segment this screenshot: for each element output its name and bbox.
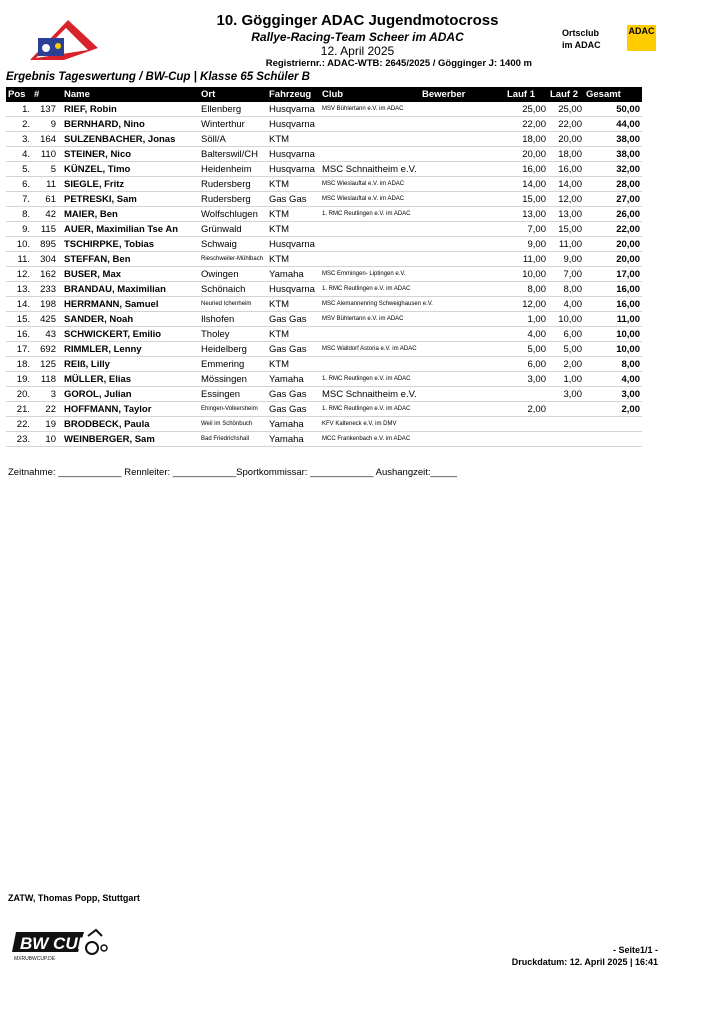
cell-number: 9 — [32, 117, 62, 132]
cell-name: TSCHIRPKE, Tobias — [62, 237, 199, 252]
table-row — [6, 237, 642, 252]
cell-number: 118 — [32, 372, 62, 387]
cell-number: 3 — [32, 387, 62, 402]
event-date: 12. April 2025 — [320, 44, 395, 58]
cell-gesamt: 3,00 — [584, 387, 642, 402]
cell-ort: Weil im Schönbuch — [199, 417, 267, 432]
cell-bewerber — [420, 417, 505, 432]
table-row — [6, 192, 642, 207]
cell-bewerber — [420, 162, 505, 177]
cell-gesamt: 20,00 — [584, 237, 642, 252]
cell-pos: 9. — [6, 222, 32, 237]
cell-gesamt: 44,00 — [584, 117, 642, 132]
cell-lauf2 — [548, 432, 584, 447]
cell-club: MSC Schnaitheim e.V. — [320, 162, 420, 177]
cell-lauf2: 4,00 — [548, 297, 584, 312]
cell-lauf2 — [548, 417, 584, 432]
cell-bewerber — [420, 357, 505, 372]
col-header-ort: Ort — [199, 87, 267, 102]
cell-gesamt: 20,00 — [584, 252, 642, 267]
cell-fahrzeug: KTM — [267, 327, 320, 342]
cell-lauf2: 15,00 — [548, 222, 584, 237]
cell-ort: Ehingen-Volkersheim — [199, 402, 267, 417]
cell-bewerber — [420, 327, 505, 342]
cell-number: 125 — [32, 357, 62, 372]
cell-number: 137 — [32, 102, 62, 117]
cell-lauf2: 6,00 — [548, 327, 584, 342]
registration-info: Registriernr.: ADAC-WTB: 2645/2025 / Gögginger J: 1400 m — [265, 58, 532, 69]
bwcup-logo-sub: MXRUBWCUP.DE — [14, 956, 56, 962]
col-header-name: Name — [62, 87, 199, 102]
cell-pos: 2. — [6, 117, 32, 132]
cell-gesamt: 50,00 — [584, 102, 642, 117]
cell-gesamt: 16,00 — [584, 297, 642, 312]
cell-club — [320, 237, 420, 252]
cell-pos: 6. — [6, 177, 32, 192]
cell-ort: Winterthur — [199, 117, 267, 132]
table-row — [6, 252, 642, 267]
cell-pos: 21. — [6, 402, 32, 417]
col-header-fahrzeug: Fahrzeug — [267, 87, 320, 102]
cell-name: WEINBERGER, Sam — [62, 432, 199, 447]
cell-fahrzeug: KTM — [267, 207, 320, 222]
cell-pos: 16. — [6, 327, 32, 342]
table-row — [6, 147, 642, 162]
cell-bewerber — [420, 387, 505, 402]
cell-lauf2: 10,00 — [548, 312, 584, 327]
cell-fahrzeug: KTM — [267, 252, 320, 267]
table-row — [6, 372, 642, 387]
cell-fahrzeug: KTM — [267, 132, 320, 147]
cell-lauf2: 11,00 — [548, 237, 584, 252]
cell-number: 11 — [32, 177, 62, 192]
cell-lauf1: 4,00 — [505, 327, 548, 342]
cell-lauf1: 3,00 — [505, 372, 548, 387]
cell-club — [320, 132, 420, 147]
cell-club: MSC Alemannenring Schweighausen e.V. — [320, 297, 420, 312]
cell-lauf2: 5,00 — [548, 342, 584, 357]
cell-name: STEINER, Nico — [62, 147, 199, 162]
cell-name: KÜNZEL, Timo — [62, 162, 199, 177]
cell-pos: 23. — [6, 432, 32, 447]
cell-ort: Mössingen — [199, 372, 267, 387]
cell-pos: 10. — [6, 237, 32, 252]
table-row — [6, 222, 642, 237]
cell-lauf2: 8,00 — [548, 282, 584, 297]
cell-gesamt: 8,00 — [584, 357, 642, 372]
cell-fahrzeug: Gas Gas — [267, 192, 320, 207]
cell-ort: Rudersberg — [199, 177, 267, 192]
cell-lauf2: 2,00 — [548, 357, 584, 372]
bwcup-logo — [12, 922, 107, 962]
cell-fahrzeug: Gas Gas — [267, 387, 320, 402]
col-header-lauf1: Lauf 1 — [505, 87, 548, 102]
cell-fahrzeug: Gas Gas — [267, 402, 320, 417]
signature-line: Zeitnahme: ____________ Rennleiter: ____________Sportkommissar: ____________ Aushangzeit:_____ — [8, 467, 457, 478]
cell-ort: Ellenberg — [199, 102, 267, 117]
cell-name: GOROL, Julian — [62, 387, 199, 402]
cell-lauf1: 12,00 — [505, 297, 548, 312]
table-row — [6, 132, 642, 147]
cell-bewerber — [420, 117, 505, 132]
cell-lauf2: 18,00 — [548, 147, 584, 162]
cell-number: 233 — [32, 282, 62, 297]
cell-fahrzeug: Gas Gas — [267, 342, 320, 357]
cell-lauf1: 15,00 — [505, 192, 548, 207]
cell-pos: 19. — [6, 372, 32, 387]
cell-pos: 3. — [6, 132, 32, 147]
cell-club: 1. RMC Reutlingen e.V. im ADAC — [320, 282, 420, 297]
cell-lauf2: 20,00 — [548, 132, 584, 147]
cell-name: HERRMANN, Samuel — [62, 297, 199, 312]
table-row — [6, 357, 642, 372]
cell-ort: Rudersberg — [199, 192, 267, 207]
cell-name: RIEF, Robin — [62, 102, 199, 117]
cell-bewerber — [420, 102, 505, 117]
cell-club: MSV Bühlertann e.V. im ADAC — [320, 102, 420, 117]
cell-bewerber — [420, 222, 505, 237]
cell-name: MAIER, Ben — [62, 207, 199, 222]
cell-pos: 8. — [6, 207, 32, 222]
table-row — [6, 162, 642, 177]
cell-gesamt: 11,00 — [584, 312, 642, 327]
cell-lauf2 — [548, 402, 584, 417]
cell-gesamt: 22,00 — [584, 222, 642, 237]
cell-name: RIMMLER, Lenny — [62, 342, 199, 357]
cell-name: PETRESKI, Sam — [62, 192, 199, 207]
cell-name: SULZENBACHER, Jonas — [62, 132, 199, 147]
cell-bewerber — [420, 252, 505, 267]
cell-lauf2: 14,00 — [548, 177, 584, 192]
cell-ort: Bad Friedrichshall — [199, 432, 267, 447]
cell-lauf1: 18,00 — [505, 132, 548, 147]
cell-lauf2: 25,00 — [548, 102, 584, 117]
cell-ort: Essingen — [199, 387, 267, 402]
cell-ort: Wolfschlugen — [199, 207, 267, 222]
adac-logo: ADAC — [627, 25, 656, 51]
cell-pos: 5. — [6, 162, 32, 177]
cell-club: KFV Kalteneck e.V. im DMV — [320, 417, 420, 432]
event-organizer: Rallye-Racing-Team Scheer im ADAC — [251, 30, 464, 44]
cell-club: MCC Frankenbach e.V. im ADAC — [320, 432, 420, 447]
cell-lauf2: 1,00 — [548, 372, 584, 387]
cell-number: 10 — [32, 432, 62, 447]
cell-pos: 18. — [6, 357, 32, 372]
bwcup-logo-text: BW CUP — [20, 934, 89, 953]
cell-fahrzeug: Yamaha — [267, 417, 320, 432]
cell-club — [320, 327, 420, 342]
cell-fahrzeug: KTM — [267, 177, 320, 192]
cell-ort: Schönaich — [199, 282, 267, 297]
table-row — [6, 267, 642, 282]
cell-lauf1: 1,00 — [505, 312, 548, 327]
cell-club — [320, 147, 420, 162]
cell-bewerber — [420, 177, 505, 192]
cell-fahrzeug: Yamaha — [267, 267, 320, 282]
col-header-bewerber: Bewerber — [420, 87, 505, 102]
cell-fahrzeug: Husqvarna — [267, 282, 320, 297]
cell-bewerber — [420, 432, 505, 447]
cell-number: 162 — [32, 267, 62, 282]
cell-lauf2: 3,00 — [548, 387, 584, 402]
col-header-number: # — [32, 87, 62, 102]
cell-lauf1: 25,00 — [505, 102, 548, 117]
cell-gesamt — [584, 432, 642, 447]
cell-lauf2: 22,00 — [548, 117, 584, 132]
cell-gesamt: 4,00 — [584, 372, 642, 387]
table-header-row — [6, 87, 642, 102]
ortsclub-line2: im ADAC — [562, 40, 601, 50]
cell-number: 19 — [32, 417, 62, 432]
cell-name: SIEGLE, Fritz — [62, 177, 199, 192]
cell-gesamt — [584, 417, 642, 432]
cell-number: 5 — [32, 162, 62, 177]
cell-ort: Söll/A — [199, 132, 267, 147]
table-row — [6, 117, 642, 132]
table-row — [6, 207, 642, 222]
cell-name: BRANDAU, Maximilian — [62, 282, 199, 297]
cell-fahrzeug: Yamaha — [267, 432, 320, 447]
cell-gesamt: 17,00 — [584, 267, 642, 282]
print-date: Druckdatum: 12. April 2025 | 16:41 — [511, 957, 658, 967]
cell-gesamt: 38,00 — [584, 147, 642, 162]
cell-pos: 1. — [6, 102, 32, 117]
cell-gesamt: 32,00 — [584, 162, 642, 177]
cell-fahrzeug: Gas Gas — [267, 312, 320, 327]
cell-ort: Grünwald — [199, 222, 267, 237]
ortsclub-line1: Ortsclub — [562, 28, 600, 38]
cell-bewerber — [420, 207, 505, 222]
cell-number: 198 — [32, 297, 62, 312]
cell-lauf2: 9,00 — [548, 252, 584, 267]
cell-club — [320, 222, 420, 237]
cell-lauf2: 7,00 — [548, 267, 584, 282]
cell-gesamt: 38,00 — [584, 132, 642, 147]
cell-fahrzeug: Husqvarna — [267, 117, 320, 132]
cell-name: SCHWICKERT, Emilio — [62, 327, 199, 342]
cell-club: 1. RMC Reutlingen e.V. im ADAC — [320, 207, 420, 222]
cell-club: MSC Emmingen- Liptingen e.V. — [320, 267, 420, 282]
cell-ort: Balterswil/CH — [199, 147, 267, 162]
cell-pos: 4. — [6, 147, 32, 162]
cell-lauf1: 7,00 — [505, 222, 548, 237]
cell-lauf1: 8,00 — [505, 282, 548, 297]
cell-club: MSC Schnaitheim e.V. — [320, 387, 420, 402]
cell-lauf1: 6,00 — [505, 357, 548, 372]
table-row — [6, 297, 642, 312]
cell-pos: 7. — [6, 192, 32, 207]
table-row — [6, 312, 642, 327]
cell-fahrzeug: Husqvarna — [267, 147, 320, 162]
table-row — [6, 342, 642, 357]
cell-lauf2: 16,00 — [548, 162, 584, 177]
table-row — [6, 327, 642, 342]
cell-name: SANDER, Noah — [62, 312, 199, 327]
cell-lauf1: 2,00 — [505, 402, 548, 417]
cell-bewerber — [420, 402, 505, 417]
cell-pos: 13. — [6, 282, 32, 297]
cell-gesamt: 2,00 — [584, 402, 642, 417]
cell-club: MSC Wieslauftal e.V. im ADAC — [320, 177, 420, 192]
table-row — [6, 282, 642, 297]
cell-gesamt: 10,00 — [584, 327, 642, 342]
cell-bewerber — [420, 267, 505, 282]
cell-club — [320, 357, 420, 372]
cell-pos: 22. — [6, 417, 32, 432]
cell-name: AUER, Maximilian Tse An — [62, 222, 199, 237]
cell-club — [320, 252, 420, 267]
table-row — [6, 432, 642, 447]
cell-number: 110 — [32, 147, 62, 162]
cell-bewerber — [420, 192, 505, 207]
cell-name: MÜLLER, Elias — [62, 372, 199, 387]
cell-fahrzeug: Husqvarna — [267, 102, 320, 117]
results-table — [6, 87, 642, 447]
table-row — [6, 402, 642, 417]
col-header-club: Club — [320, 87, 420, 102]
cell-bewerber — [420, 237, 505, 252]
cell-lauf1 — [505, 387, 548, 402]
cell-gesamt: 26,00 — [584, 207, 642, 222]
cell-club: 1. RMC Reutlingen e.V. im ADAC — [320, 372, 420, 387]
cell-ort: Neuried Ichenheim — [199, 297, 267, 312]
cell-number: 304 — [32, 252, 62, 267]
results-section-title: Ergebnis Tageswertung / BW-Cup | Klasse 65 Schüler B — [6, 71, 310, 83]
cell-lauf1: 9,00 — [505, 237, 548, 252]
cell-number: 43 — [32, 327, 62, 342]
cell-lauf1: 20,00 — [505, 147, 548, 162]
cell-fahrzeug: Husqvarna — [267, 162, 320, 177]
table-row — [6, 177, 642, 192]
cell-number: 425 — [32, 312, 62, 327]
cell-number: 22 — [32, 402, 62, 417]
table-row — [6, 417, 642, 432]
cell-ort: Heidenheim — [199, 162, 267, 177]
cell-pos: 14. — [6, 297, 32, 312]
cell-gesamt: 10,00 — [584, 342, 642, 357]
cell-ort: Emmering — [199, 357, 267, 372]
cell-gesamt: 28,00 — [584, 177, 642, 192]
cell-gesamt: 27,00 — [584, 192, 642, 207]
cell-lauf1 — [505, 417, 548, 432]
cell-gesamt: 16,00 — [584, 282, 642, 297]
cell-lauf1: 13,00 — [505, 207, 548, 222]
cell-number: 61 — [32, 192, 62, 207]
cell-club: MSV Bühlertann e.V. im ADAC — [320, 312, 420, 327]
cell-number: 164 — [32, 132, 62, 147]
cell-club: MSC Walldorf Astoria e.V. im ADAC — [320, 342, 420, 357]
cell-ort: Schwaig — [199, 237, 267, 252]
cell-ort: Tholey — [199, 327, 267, 342]
cell-lauf2: 12,00 — [548, 192, 584, 207]
cell-name: BERNHARD, Nino — [62, 117, 199, 132]
cell-number: 42 — [32, 207, 62, 222]
cell-fahrzeug: KTM — [267, 357, 320, 372]
cell-lauf1: 10,00 — [505, 267, 548, 282]
ortsclub-label — [562, 27, 601, 51]
cell-pos: 20. — [6, 387, 32, 402]
cell-fahrzeug: Husqvarna — [267, 237, 320, 252]
cell-bewerber — [420, 312, 505, 327]
cell-number: 692 — [32, 342, 62, 357]
col-header-gesamt: Gesamt — [584, 87, 642, 102]
page-number: - Seite1/1 - — [612, 945, 658, 955]
cell-pos: 15. — [6, 312, 32, 327]
cell-fahrzeug: Yamaha — [267, 372, 320, 387]
cell-club: 1. RMC Reutlingen e.V. im ADAC — [320, 402, 420, 417]
cell-number: 115 — [32, 222, 62, 237]
cell-lauf1 — [505, 432, 548, 447]
cell-name: HOFFMANN, Taylor — [62, 402, 199, 417]
results-body — [6, 102, 642, 447]
table-row — [6, 102, 642, 117]
cell-ort: Owingen — [199, 267, 267, 282]
cell-club — [320, 117, 420, 132]
cell-ort: Heidelberg — [199, 342, 267, 357]
cell-ort: Ilshofen — [199, 312, 267, 327]
cell-lauf1: 22,00 — [505, 117, 548, 132]
cell-pos: 11. — [6, 252, 32, 267]
cell-lauf1: 16,00 — [505, 162, 548, 177]
event-title: 10. Gögginger ADAC Jugendmotocross — [216, 12, 499, 29]
cell-fahrzeug: KTM — [267, 297, 320, 312]
cell-bewerber — [420, 147, 505, 162]
cell-pos: 17. — [6, 342, 32, 357]
cell-name: REIß, Lilly — [62, 357, 199, 372]
cell-number: 895 — [32, 237, 62, 252]
cell-name: BUSER, Max — [62, 267, 199, 282]
cell-bewerber — [420, 372, 505, 387]
cell-bewerber — [420, 342, 505, 357]
cell-club: MSC Wieslauftal e.V. im ADAC — [320, 192, 420, 207]
cell-lauf1: 14,00 — [505, 177, 548, 192]
cell-pos: 12. — [6, 267, 32, 282]
cell-name: BRODBECK, Paula — [62, 417, 199, 432]
col-header-pos: Pos — [6, 87, 32, 102]
cell-name: STEFFAN, Ben — [62, 252, 199, 267]
footer-author: ZATW, Thomas Popp, Stuttgart — [8, 893, 140, 903]
cell-lauf2: 13,00 — [548, 207, 584, 222]
col-header-lauf2: Lauf 2 — [548, 87, 584, 102]
cell-fahrzeug: KTM — [267, 222, 320, 237]
cell-bewerber — [420, 282, 505, 297]
cell-bewerber — [420, 132, 505, 147]
cell-lauf1: 5,00 — [505, 342, 548, 357]
table-row — [6, 387, 642, 402]
cell-lauf1: 11,00 — [505, 252, 548, 267]
cell-ort: Rieschweiler-Mühlbach — [199, 252, 267, 267]
